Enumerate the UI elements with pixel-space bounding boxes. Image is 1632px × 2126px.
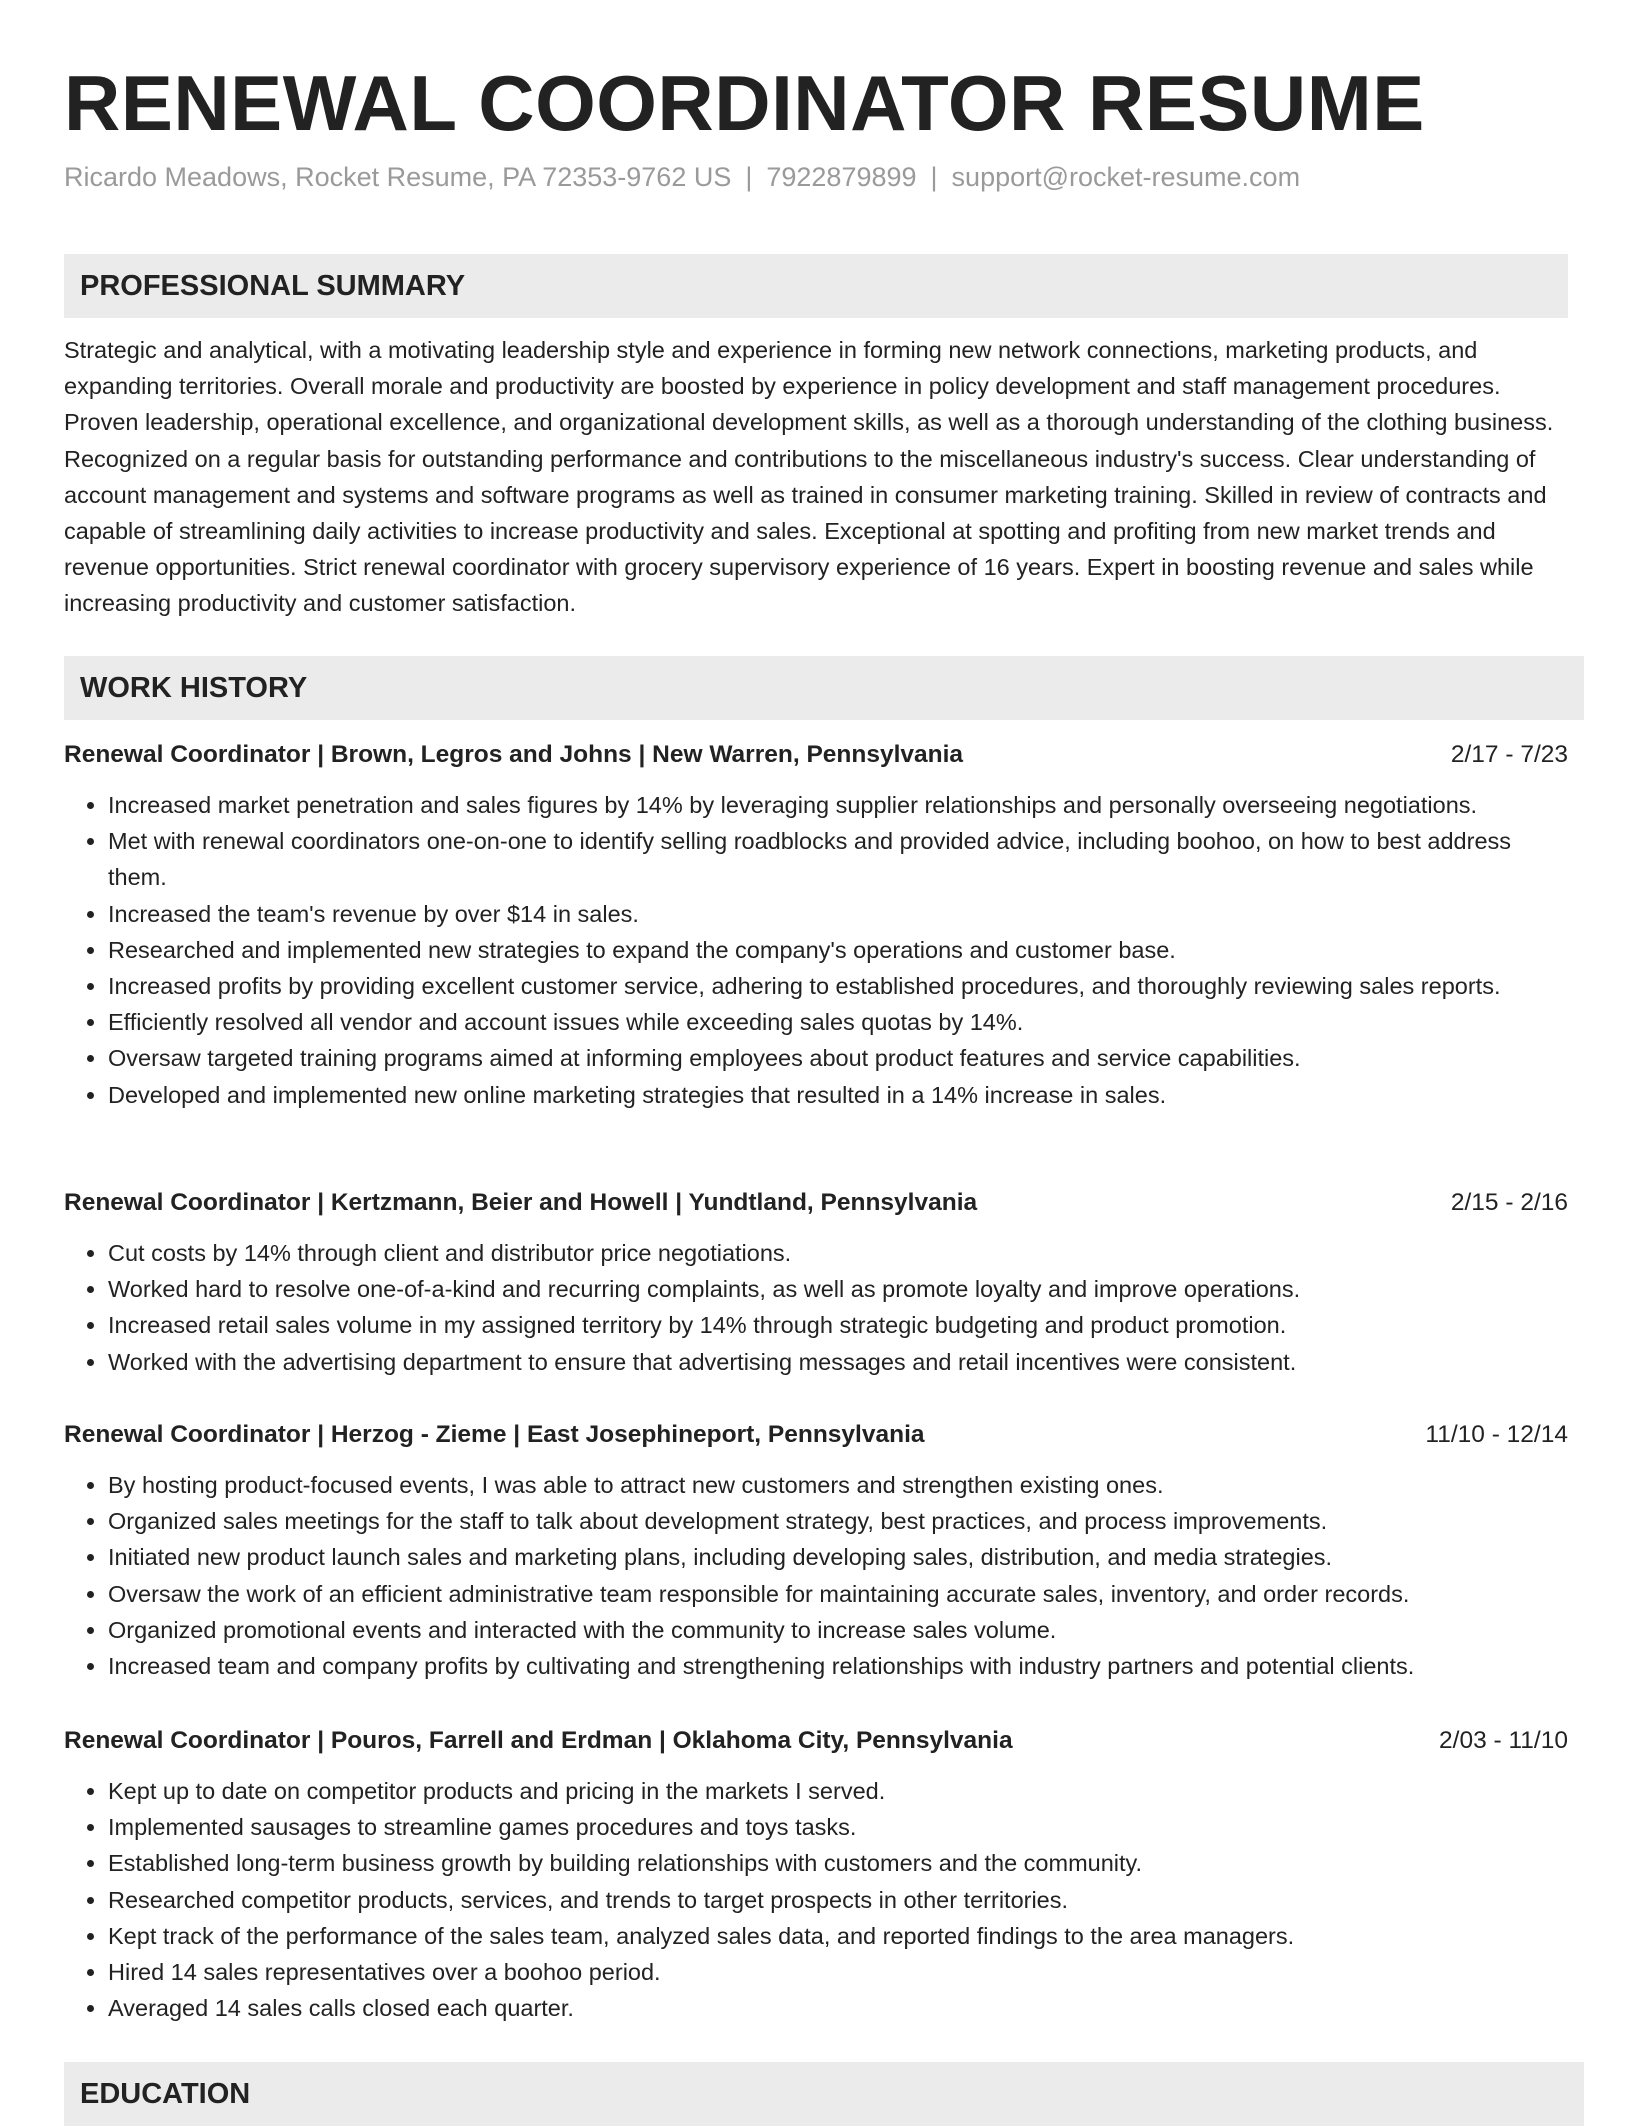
contact-email: support@rocket-resume.com <box>951 162 1301 192</box>
resume-page <box>64 0 1568 2110</box>
job-bullet: • Cut costs by 14% through client and distributor price negotiations. <box>108 1235 1568 1271</box>
job-bullet: • Kept up to date on competitor products and pricing in the markets I served. <box>108 1773 1568 1809</box>
job-bullet: • Established long-term business growth by building relationships with customers and the community. <box>108 1845 1568 1881</box>
job-bullet: • Developed and implemented new online marketing strategies that resulted in a 14% increase in sales. <box>108 1077 1568 1113</box>
job-bullet: • Implemented sausages to streamline games procedures and toys tasks. <box>108 1809 1568 1845</box>
job-bullet: • Increased profits by providing excellent customer service, adhering to established procedures, and thoroughly reviewing sales reports. <box>108 968 1568 1004</box>
job-header <box>64 1185 1568 1221</box>
job-header <box>64 1417 1568 1453</box>
job-title: Renewal Coordinator | Pouros, Farrell and Erdman | Oklahoma City, Pennsylvania <box>64 1727 1013 1754</box>
job-bullet: • Organized sales meetings for the staff to talk about development strategy, best practices, and process improvements. <box>108 1503 1568 1539</box>
job-bullet: • Increased retail sales volume in my assigned territory by 14% through strategic budgeting and product promotion. <box>108 1307 1568 1343</box>
job-entry <box>64 1185 1568 1380</box>
job-bullet: • Averaged 14 sales calls closed each quarter. <box>108 1990 1568 2026</box>
contact-phone: 7922879899 <box>766 162 917 192</box>
job-bullets <box>64 1773 1568 2026</box>
page-title: RENEWAL COORDINATOR RESUME <box>64 59 1425 147</box>
job-bullets <box>64 1235 1568 1380</box>
job-bullet: • Kept track of the performance of the sales team, analyzed sales data, and reported findings to the area managers. <box>108 1918 1568 1954</box>
job-header <box>64 1723 1568 1759</box>
job-bullet: • Worked hard to resolve one-of-a-kind and recurring complaints, as well as promote loyalty and improve operations. <box>108 1271 1568 1307</box>
job-entry <box>64 737 1568 1113</box>
job-dates: 2/17 - 7/23 <box>1450 741 1568 768</box>
job-bullets <box>64 1467 1568 1684</box>
job-bullet: • Increased team and company profits by cultivating and strengthening relationships with industry partners and potential clients. <box>108 1648 1568 1684</box>
summary-text: Strategic and analytical, with a motivating leadership style and experience in forming new network connections, marketing products, and expanding territories. Overall morale and productivity are boosted by experience in policy development and staff management procedures. Proven leadership, operational excellence, and organizational development skills, as well as a thorough understanding of the clothing business. Recognized on a regular basis for outstanding performance and contributions to the miscellaneous industry's success. Clear understanding of account management and systems and software programs as well as trained in consumer marketing training. Skilled in review of contracts and capable of streamlining daily activities to increase productivity and sales. Exceptional at spotting and profiting from new market trends and revenue opportunities. Strict renewal coordinator with grocery supervisory experience of 16 years. Expert in boosting revenue and sales while increasing productivity and customer satisfaction. <box>64 337 1554 617</box>
job-bullet: • By hosting product-focused events, I was able to attract new customers and strengthen existing ones. <box>108 1467 1568 1503</box>
job-bullet: • Researched competitor products, services, and trends to target prospects in other territories. <box>108 1882 1568 1918</box>
job-title: Renewal Coordinator | Herzog - Zieme | East Josephineport, Pennsylvania <box>64 1421 925 1448</box>
job-bullet: • Initiated new product launch sales and marketing plans, including developing sales, distribution, and media strategies. <box>108 1539 1568 1575</box>
summary-section <box>64 254 1568 622</box>
job-dates: 2/15 - 2/16 <box>1450 1189 1568 1216</box>
job-bullet: • Increased market penetration and sales figures by 14% by leveraging supplier relationships and personally overseeing negotiations. <box>108 787 1568 823</box>
job-bullet: • Worked with the advertising department to ensure that advertising messages and retail incentives were consistent. <box>108 1344 1568 1380</box>
contact-separator: | <box>745 162 753 192</box>
job-bullet: • Researched and implemented new strategies to expand the company's operations and customer base. <box>108 932 1568 968</box>
job-bullet: • Hired 14 sales representatives over a boohoo period. <box>108 1954 1568 1990</box>
job-bullet: • Organized promotional events and interacted with the community to increase sales volume. <box>108 1612 1568 1648</box>
job-bullet: • Efficiently resolved all vendor and account issues while exceeding sales quotas by 14%. <box>108 1004 1568 1040</box>
job-bullet: • Oversaw targeted training programs aimed at informing employees about product features and service capabilities. <box>108 1040 1568 1076</box>
job-dates: 11/10 - 12/14 <box>1425 1421 1568 1448</box>
job-entry <box>64 1417 1568 1684</box>
job-bullet: • Oversaw the work of an efficient administrative team responsible for maintaining accurate sales, inventory, and order records. <box>108 1576 1568 1612</box>
job-title: Renewal Coordinator | Kertzmann, Beier and Howell | Yundtland, Pennsylvania <box>64 1189 978 1216</box>
education-heading: EDUCATION <box>64 2062 1584 2126</box>
contact-address: Ricardo Meadows, Rocket Resume, PA 72353-9762 US <box>64 162 732 192</box>
work-history-heading: WORK HISTORY <box>64 656 1584 720</box>
job-dates: 2/03 - 11/10 <box>1439 1727 1568 1754</box>
job-bullet: • Increased the team's revenue by over $14 in sales. <box>108 896 1568 932</box>
job-header <box>64 737 1568 773</box>
contact-separator: | <box>930 162 938 192</box>
job-bullet: • Met with renewal coordinators one-on-one to identify selling roadblocks and provided advice, including boohoo, on how to best address them. <box>108 823 1568 895</box>
job-title: Renewal Coordinator | Brown, Legros and Johns | New Warren, Pennsylvania <box>64 741 964 768</box>
summary-heading: PROFESSIONAL SUMMARY <box>64 254 1568 318</box>
contact-line <box>64 158 1568 196</box>
job-entry <box>64 1723 1568 2026</box>
job-bullets <box>64 787 1568 1113</box>
